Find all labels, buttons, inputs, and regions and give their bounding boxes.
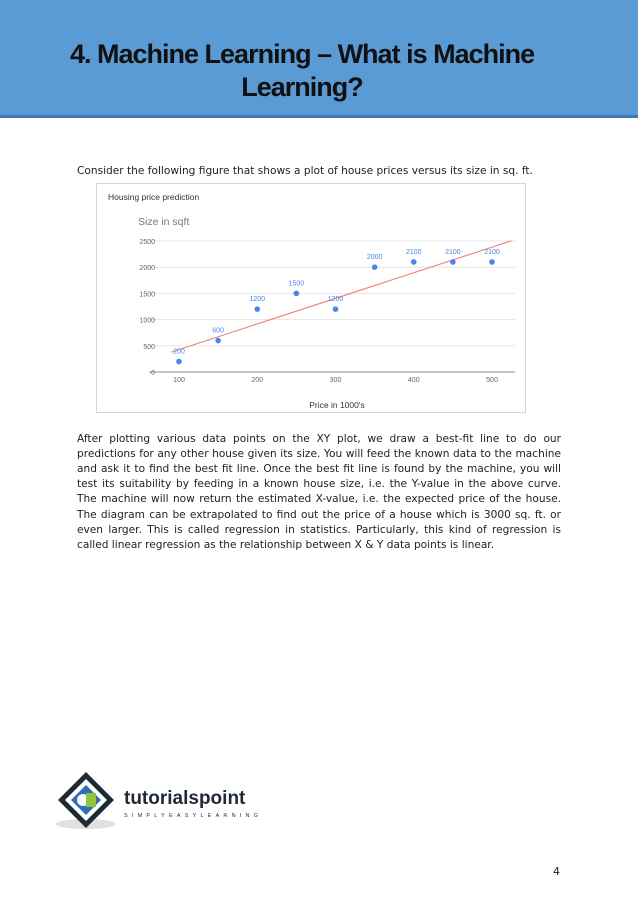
chart-svg: [97, 184, 527, 414]
x-tick-label: 300: [329, 377, 342, 384]
chart-y-axis-label: Size in sqft: [138, 216, 190, 228]
data-point-label: 2000: [366, 254, 383, 262]
x-tick-label: 100: [173, 377, 185, 384]
data-point: [333, 306, 339, 312]
data-point-label: 600: [212, 327, 224, 335]
data-point: [450, 259, 456, 265]
chapter-title: [70, 38, 590, 104]
data-point-label: 1500: [288, 280, 305, 288]
y-tick-label: 2500: [139, 239, 155, 246]
body-paragraph: After plotting various data points on the XY plot, we draw a best-fit line to do our predictions for any other house given its size. You will feed the known data to the machine and ask it to find the best fit line. Once the best fit line is found by the machine, you will test its suitability by feeding in a known house size, i.e. the Y-value in the above curve. The machine will now return the estimated X-value, i.e. the expected price of the house. The diagram can be extrapolated to find out the price of a house which is 3000 sq. ft. or even larger. This is called regression in statistics. Particularly, this kind of regression is called linear regression as the relationship between X & Y data points is linear.: [77, 432, 561, 552]
data-point-label: 2100: [405, 248, 422, 256]
chapter-title-line-2: Learning?: [241, 72, 363, 102]
y-tick-label: 1000: [139, 317, 155, 325]
housing-price-chart: [96, 183, 526, 413]
x-tick-label: 200: [251, 377, 264, 384]
chart-x-axis-label: Price in 1000's: [309, 400, 365, 410]
data-point-label: 2100: [484, 248, 500, 256]
tutorialspoint-logo: [52, 770, 292, 832]
logo-wordmark: tutorialspoint: [124, 788, 246, 809]
y-tick-label: 1500: [139, 291, 155, 299]
data-point: [489, 259, 495, 265]
data-point: [411, 259, 417, 265]
data-point-label: 200: [173, 348, 185, 356]
y-tick-label: 2000: [139, 265, 155, 273]
x-tick-label: 500: [486, 377, 498, 384]
data-point-label: 2100: [445, 248, 461, 256]
chart-title: Housing price prediction: [108, 192, 200, 202]
chapter-header-band: [0, 0, 638, 118]
data-point: [176, 359, 182, 365]
y-tick-label: 0: [151, 370, 155, 377]
x-tick-label: 400: [407, 377, 420, 384]
data-point: [372, 264, 378, 270]
intro-paragraph: Consider the following figure that shows a plot of house prices versus its size in sq. ft.: [77, 164, 533, 177]
data-point: [254, 306, 260, 312]
tutorialspoint-logo-icon: [52, 770, 292, 832]
data-point: [215, 338, 221, 344]
chapter-title-line-1: 4. Machine Learning – What is Machine: [70, 39, 535, 69]
y-tick-label: 500: [143, 343, 155, 351]
data-point: [294, 291, 300, 297]
page-number: 4: [553, 865, 560, 878]
data-point-label: 1200: [327, 296, 344, 304]
logo-tagline: SIMPLYEASYLEARNING: [124, 813, 263, 819]
data-point-label: 1200: [249, 296, 266, 304]
